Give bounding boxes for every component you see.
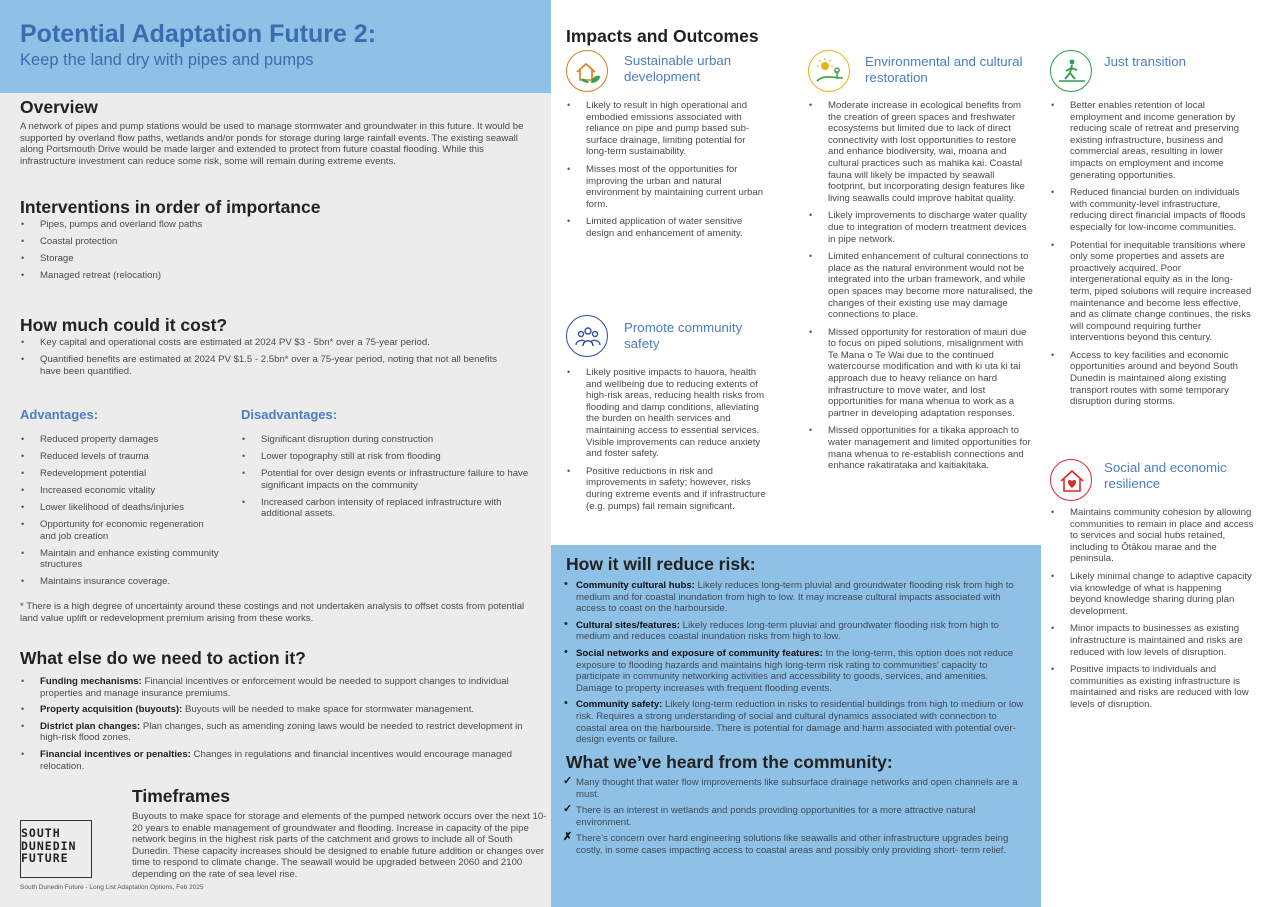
interventions-heading: Interventions in order of importance [20, 197, 321, 217]
action-item [20, 704, 530, 716]
person-crossing-icon [1050, 50, 1092, 92]
sustainable-list [566, 100, 766, 246]
environmental-item: • Limited enhancement of cultural connections to place as the natural environment would not be integrated into the urban framework, and while open spaces may become more naturalised, the changes of their existing use may damage connections to place. [808, 251, 1033, 321]
community-feedback-item [563, 777, 1025, 800]
cost-item: • Key capital and operational costs are estimated at 2024 PV $3 - 5bn* over a 75-year period. [20, 337, 520, 349]
just-transition-item: • Better enables retention of local employment and income generation by reducing scale of retreat and preserving existing infrastructure, business and commercial areas, resulting in lower impacts on employment and income generating opportunities. [1050, 100, 1255, 181]
cost-item: • Quantified benefits are estimated at 2024 PV $1.5 - 2.5bn* over a 75-year period, noting that not all benefits have been quantified. [20, 354, 520, 377]
social-item: • Likely minimal change to adaptive capacity via knowledge of what is happening beyond knowledge sharing during plan development. [1050, 571, 1255, 617]
timeframes-text: Buyouts to make space for storage and elements of the pumped network occurs over the next 10-20 years to enable management of groundwater and flooding. Increase in capacity of the pipe network begins in the highest risk parts of the catchment and grows to include all of South Dunedin. These capacity increases should be designed to enable future addition or changes over time to respond to climate change. The seawall would be upgraded between 2060 and 2100 depending on the rate of sea level rise. [132, 811, 547, 880]
risk-item [563, 699, 1025, 745]
risk-item [563, 620, 1025, 643]
logo-line-2: DUNEDIN [21, 838, 77, 853]
advantage-item: • Maintains insurance coverage. [20, 576, 220, 588]
action-item-text: Financial incentives or enforcement would be needed to support changes to individual properties and manage insurance premiums. [40, 676, 509, 699]
risk-item-text: Likely reduces long-term pluvial and groundwater flooding risk from high to medium and reduces coastal inundation risks from high to low. [576, 619, 999, 643]
advantage-item: • Maintain and enhance existing community structures [20, 548, 220, 571]
house-plant-icon [566, 50, 608, 92]
environmental-item: • Likely improvements to discharge water quality due to integration of modern treatment devices in pipe network. [808, 210, 1033, 245]
social-item: • Minor impacts to businesses as existing infrastructure is maintained and risks are reduced with low levels of disruption. [1050, 623, 1255, 658]
sustainable-item: • Misses most of the opportunities for improving the urban and natural environment by maintaining current urban form. [566, 164, 766, 210]
just-transition-item: • Reduced financial burden on individuals with community-level infrastructure, reducing direct financial impacts of floods especially for low-income communities. [1050, 187, 1255, 233]
footer-caption: South Dunedin Future - Long List Adaptation Options, Feb 2025 [20, 884, 204, 891]
cross-icon: ✗ [563, 831, 573, 844]
community-safety-item: • Likely positive impacts to hauora, health and wellbeing due to reducing extents of high-risk areas, reducing health risks from flooding and damp conditions, alleviating the burden on health services and maintaining access to essential services. Visible improvements can reduce anxiety and foster safety. [566, 367, 766, 460]
risk-item [563, 580, 1025, 615]
risk-item-text: Likely reduces long-term pluvial and groundwater flooding risk from high to medium and for coastal inundation from high to low. It may increase cultural impacts associated with access to coast on the harbourside. [576, 580, 1014, 615]
environmental-item: • Moderate increase in ecological benefits from the creation of green spaces and freshwater ecosystems but limited due to lack of direct connectivity with lost opportunities to restore and enhance biodiversity, wai, moana and cultural practices such as mahika kai. Coastal fauna will likely be impacted by seawall footprint, but incorporating design features like living seawalls could improve habitat quality. [808, 100, 1033, 204]
disadvantage-item: • Increased carbon intensity of replaced infrastructure with additional assets. [241, 497, 531, 520]
community-feedback-text: There is an interest in wetlands and ponds providing opportunities for a more attractive natural environment. [576, 805, 976, 828]
disadvantage-item: • Lower topography still at risk from flooding [241, 451, 531, 463]
cost-footnote: * There is a high degree of uncertainty around these costings and not undertaken analysis to offset costs from potential land value uplift or redevelopment premium arising from these works. [20, 601, 525, 624]
sustainable-heading: Sustainable urban development [624, 53, 732, 84]
environmental-item: • Missed opportunities for a tikaka approach to water management and limited opportunities for mana whenua to re-establish connections and enhance rakatirataka and kaitiakitaka. [808, 425, 1033, 471]
just-transition-item: • Potential for inequitable transitions where only some properties and assets are proactively acquired. Poor intergenerational equity as in the long- term, piped solutions will require increased maintenance and become less effective, and as climate change continues, the risks will compound requiring further interventions beyond this century. [1050, 240, 1255, 344]
action-item [20, 721, 530, 744]
community-feedback-list [563, 777, 1025, 862]
cost-list [20, 337, 520, 383]
community-safety-item: • Positive reductions in risk and improvements in safety; however, risks during extreme events and if infrastructure (e.g. pumps) fail remain significant. [566, 466, 766, 512]
disadvantage-item: • Potential for over design events or infrastructure failure to have significant impacts on the community [241, 468, 531, 491]
disadvantage-item: • Significant disruption during construction [241, 434, 531, 446]
community-feedback-text: Many thought that water flow improvements like subsurface drainage networks and open channels are a must. [576, 777, 1018, 800]
social-item: • Maintains community cohesion by allowing communities to remain in place and access to services and social hubs retained, including to Ōtākou marae and the peninsula. [1050, 507, 1255, 565]
advantage-item: • Reduced property damages [20, 434, 220, 446]
action-item-label: Funding mechanisms: [40, 676, 142, 687]
action-item-text: Plan changes, such as amending zoning laws would be needed to restrict development in high-risk flood zones. [40, 720, 523, 744]
advantage-item: • Increased economic vitality [20, 485, 220, 497]
action-item-label: Property acquisition (buyouts): [40, 704, 183, 716]
check-icon: ✓ [563, 803, 573, 816]
overview-heading: Overview [20, 97, 98, 117]
risk-item-label: Social networks and exposure of community features: [576, 647, 823, 659]
risk-heading: How it will reduce risk: [566, 554, 756, 574]
cost-heading: How much could it cost? [20, 315, 228, 335]
community-feedback-text: There’s concern over hard engineering solutions like seawalls and other infrastructure upgrades being costly, in some cases impacting access to coastal areas and possibly only providing short- term relief. [576, 833, 1009, 856]
advantage-item: • Lower likelihood of deaths/injuries [20, 502, 220, 514]
actions-list [20, 676, 530, 777]
people-group-icon [566, 315, 608, 357]
overview-text: A network of pipes and pump stations would be used to manage stormwater and groundwater in this future. It would be supported by overland flow paths, wetlands and/or ponds for storage during large rainfall events. The existing seawall along Portsmouth Drive would be made larger and extended to protect from future coastal flooding. While this infrastructure investment can reduce some risk, some will remain during extreme events. [20, 121, 524, 167]
just-transition-heading: Just transition [1104, 54, 1187, 69]
community-safety-list [566, 367, 766, 518]
interventions-list [20, 219, 540, 287]
page-title: Potential Adaptation Future 2: [20, 20, 377, 48]
intervention-item: • Coastal protection [20, 236, 540, 248]
community-feedback-item [563, 805, 1025, 828]
action-item-label: District plan changes: [40, 720, 141, 732]
action-item-text: Changes in regulations and financial incentives would encourage managed relocation. [40, 748, 512, 772]
intervention-item: • Storage [20, 253, 540, 265]
actions-heading: What else do we need to action it? [20, 648, 306, 668]
risk-item-label: Community cultural hubs: [576, 580, 695, 591]
advantages-heading: Advantages: [20, 407, 99, 422]
risk-item-text: In the long-term, this option does not reduce exposure to flooding hazards and maintains high long-term risk rating to communities' capacity to participate in community networking activities and accessibility to goods, services, and amenities. Damage to property increases with frequent flooding events. [576, 647, 1014, 694]
action-item-text: Buyouts will be needed to make space for stormwater management. [182, 704, 475, 716]
community-heading: What we’ve heard from the community: [566, 752, 893, 772]
advantage-item: • Reduced levels of trauma [20, 451, 220, 463]
just-transition-item: • Access to key facilities and economic opportunities around and beyond South Dunedin is maintained along existing transport routes with some temporary disruption during storms. [1050, 350, 1255, 408]
risk-item-text: Likely long-term reduction in risks to residential buildings from high to medium or low risk. Requires a strong understanding of social and cultural dynamics associated with connection to coastal area on the harbourside. There is potential for damage and harm associated with potential over-design events or failure. [576, 699, 1024, 746]
disadvantages-list [241, 434, 531, 525]
intervention-item: • Managed retreat (relocation) [20, 270, 540, 282]
environmental-item: • Missed opportunity for restoration of mauri due to focus on piped solutions, misalignment with Te Mana o Te Wai due to the continued watercourse modification and with ki uta ki tai approach due to heavy reliance on hard infrastructure to move water, and lost opportunities for mana whenua to work as a partner in developing adaptation responses. [808, 327, 1033, 420]
social-item: • Positive impacts to individuals and communities as existing infrastructure is maintained and risks are reduced with low levels of disruption. [1050, 664, 1255, 710]
community-safety-heading: Promote community safety [624, 320, 743, 351]
logo-line-1: SOUTH [21, 826, 61, 840]
sustainable-item: • Likely to result in high operational and embodied emissions associated with reliance on pipe and pump based sub-surface drainage, limiting potential for long-term sustainability. [566, 100, 766, 158]
page-subtitle: Keep the land dry with pipes and pumps [20, 51, 314, 69]
environmental-heading: Environmental and cultural restoration [865, 54, 1023, 85]
logo-line-3: FUTURE [21, 851, 69, 865]
timeframes-heading: Timeframes [132, 786, 230, 806]
south-dunedin-future-logo [20, 820, 92, 878]
header-banner [0, 0, 551, 93]
advantages-list [20, 434, 220, 593]
advantage-item: • Redevelopment potential [20, 468, 220, 480]
risk-item-label: Community safety: [576, 699, 663, 711]
risk-item [563, 648, 1025, 694]
action-item [20, 749, 530, 772]
community-feedback-item [563, 833, 1025, 856]
disadvantages-heading: Disadvantages: [241, 407, 338, 422]
sun-landscape-icon [808, 50, 850, 92]
social-heading: Social and economic resilience [1104, 460, 1227, 491]
advantage-item: • Opportunity for economic regeneration and job creation [20, 519, 220, 542]
action-item-label: Financial incentives or penalties: [40, 748, 191, 760]
action-item [20, 676, 530, 699]
check-icon: ✓ [563, 775, 573, 787]
social-list [1050, 507, 1255, 717]
sustainable-item: • Limited application of water sensitive design and enhancement of amenity. [566, 216, 766, 239]
risk-item-label: Cultural sites/features: [576, 619, 680, 631]
house-heart-icon [1050, 459, 1092, 501]
environmental-list [808, 100, 1033, 478]
risk-list [563, 580, 1025, 751]
just-transition-list [1050, 100, 1255, 414]
impacts-heading: Impacts and Outcomes [566, 26, 759, 46]
intervention-item: • Pipes, pumps and overland flow paths [20, 219, 540, 231]
